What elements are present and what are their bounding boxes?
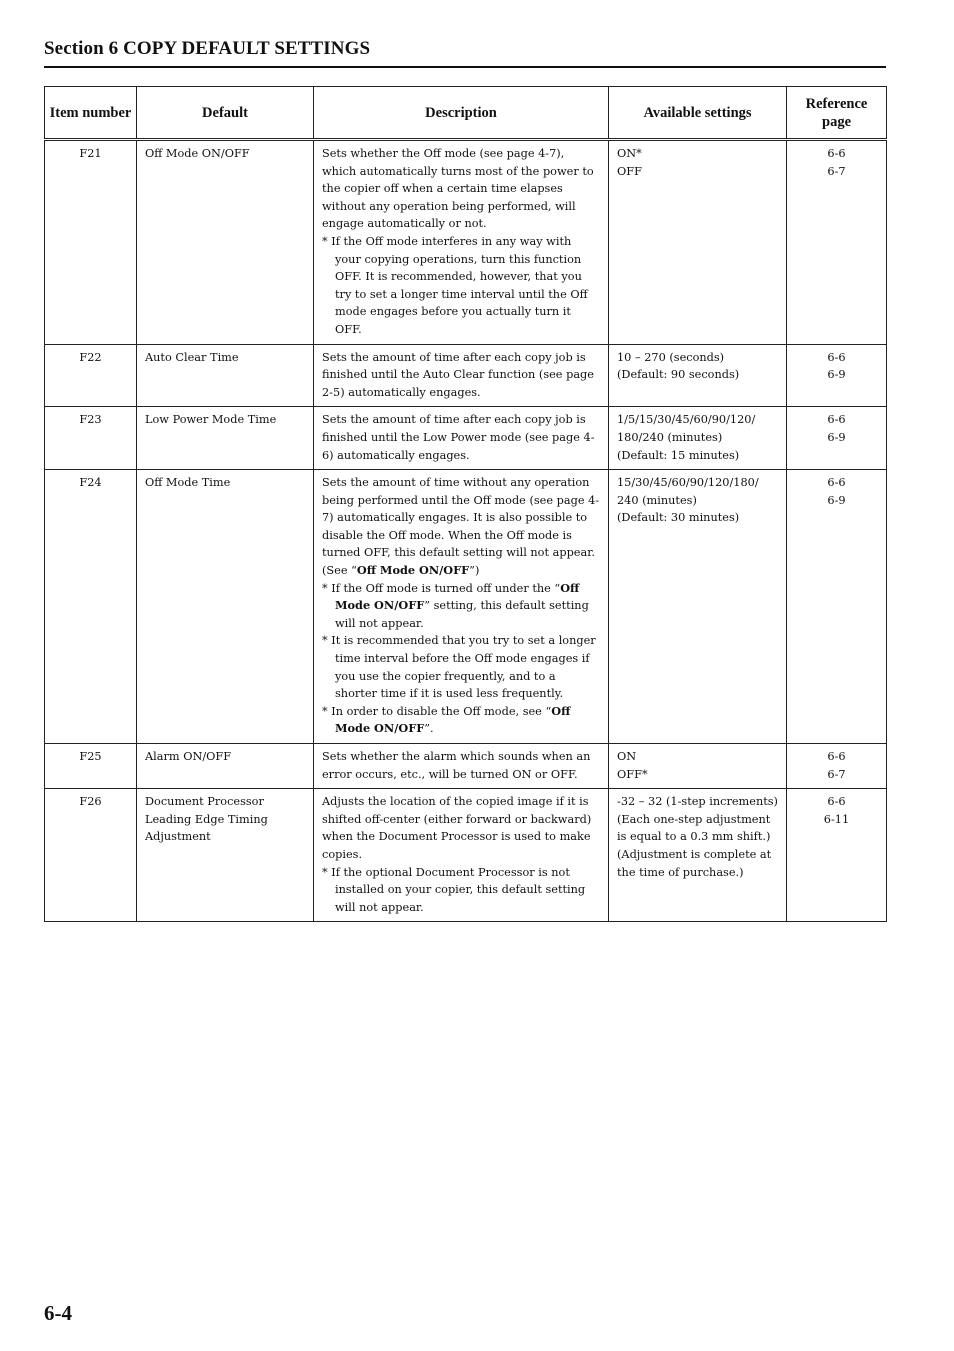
available-settings-cell <box>609 140 787 345</box>
description-bold-text: Off Mode ON/OFF <box>335 580 580 613</box>
description-text: Sets the amount of time after each copy job is finished until the Low Power mode (see page 4-6) automatically engages. <box>322 413 595 462</box>
description-text: Sets the amount of time after each copy job is finished until the Auto Clear function (see page 2-5) automatically engages. <box>322 350 594 399</box>
reference-page-cell <box>787 140 887 345</box>
table-row <box>45 744 887 789</box>
table-row <box>45 344 887 407</box>
setting-line: OFF <box>617 164 642 178</box>
description-paragraph <box>322 748 600 783</box>
reference-page-line: 6-9 <box>827 430 846 444</box>
description-cell <box>314 344 609 407</box>
setting-line: 15/30/45/60/90/120/180/ 240 (minutes) <box>617 476 759 507</box>
column-header-default: Default <box>137 87 314 140</box>
description-paragraph <box>322 145 600 233</box>
description-text: * It is recommended that you try to set a longer time interval before the Off mode engages if you use the copier frequently, and to a shorter time if it is used less frequently. <box>322 634 596 701</box>
available-settings-cell <box>609 744 787 789</box>
description-cell <box>314 470 609 744</box>
description-text: * If the Off mode interferes in any way with your copying operations, turn this function OFF. It is recommended, however, that you try to set a longer time interval until the Off mode engages before you actually turn it OFF. <box>322 234 588 336</box>
reference-page-line: 6-6 <box>827 413 846 427</box>
description-text: ”) <box>469 564 480 578</box>
page-number: 6-4 <box>44 1301 72 1325</box>
description-note <box>322 703 600 738</box>
description-text: Sets whether the Off mode (see page 4-7), which automatically turns most of the power to the copier off when a certain time elapses without any operation being performed, will engage automatically or not. <box>322 147 594 231</box>
copy-default-settings-table <box>44 86 887 922</box>
setting-line: 1/5/15/30/45/60/90/120/ 180/240 (minutes) <box>617 413 756 444</box>
description-paragraph <box>322 474 600 580</box>
default-name-cell: Document Processor Leading Edge Timing Adjustment <box>137 789 314 922</box>
description-text: * If the optional Document Processor is not installed on your copier, this default setting will not appear. <box>322 865 586 914</box>
description-cell <box>314 744 609 789</box>
description-text: ”. <box>424 722 434 736</box>
description-paragraph <box>322 793 600 863</box>
setting-line: (Each one-step adjustment is equal to a 0.3 mm shift.) <box>617 812 771 844</box>
description-paragraph <box>322 411 600 464</box>
table-body <box>45 140 887 922</box>
column-header-reference-page: Reference page <box>787 87 887 140</box>
setting-line: (Adjustment is complete at the time of purchase.) <box>617 847 772 879</box>
reference-page-cell <box>787 744 887 789</box>
table-header-row <box>45 87 887 140</box>
column-header-item-number: Item number <box>45 87 137 140</box>
reference-page-line: 6-9 <box>827 493 846 507</box>
reference-page-line: 6-6 <box>827 476 846 490</box>
setting-line: (Default: 15 minutes) <box>617 448 740 462</box>
description-text: * If the Off mode is turned off under the “ <box>322 581 561 595</box>
description-cell <box>314 140 609 345</box>
description-note <box>322 864 600 917</box>
available-settings-cell <box>609 344 787 407</box>
item-number-cell: F21 <box>45 140 137 345</box>
column-header-description: Description <box>314 87 609 140</box>
description-bold-text: Off Mode ON/OFF <box>356 563 470 578</box>
table-row <box>45 470 887 744</box>
header-divider <box>44 66 886 68</box>
default-name-cell: Alarm ON/OFF <box>137 744 314 789</box>
description-text: Sets whether the alarm which sounds when an error occurs, etc., will be turned ON or OFF. <box>322 750 591 781</box>
reference-page-cell <box>787 470 887 744</box>
default-name-cell: Low Power Mode Time <box>137 407 314 470</box>
description-text: Adjusts the location of the copied image if it is shifted off-center (either forward or backward) when the Document Processor is used to make copies. <box>322 795 592 861</box>
table-row <box>45 407 887 470</box>
table-row <box>45 789 887 922</box>
default-name-cell: Off Mode Time <box>137 470 314 744</box>
setting-line: (Default: 90 seconds) <box>617 368 740 382</box>
section-title: Section 6 COPY DEFAULT SETTINGS <box>44 38 371 59</box>
description-text: ” setting, this default setting will not appear. <box>335 599 589 630</box>
setting-line: 10 – 270 (seconds) <box>617 350 725 364</box>
item-number-cell: F22 <box>45 344 137 407</box>
available-settings-cell <box>609 407 787 470</box>
description-cell <box>314 407 609 470</box>
reference-page-cell <box>787 789 887 922</box>
setting-line: ON <box>617 750 637 763</box>
reference-page-cell <box>787 344 887 407</box>
reference-page-line: 6-6 <box>827 795 846 809</box>
reference-page-line: 6-11 <box>823 812 850 826</box>
description-text: * In order to disable the Off mode, see “ <box>322 704 552 718</box>
description-paragraph <box>322 349 600 402</box>
setting-line: OFF* <box>617 767 648 781</box>
setting-line: -32 – 32 (1-step increments) <box>617 795 778 809</box>
available-settings-cell <box>609 470 787 744</box>
reference-page-line: 6-6 <box>827 147 846 160</box>
reference-page-line: 6-9 <box>827 368 846 382</box>
reference-page-line: 6-7 <box>827 164 846 178</box>
default-name-cell: Auto Clear Time <box>137 344 314 407</box>
item-number-cell: F23 <box>45 407 137 470</box>
default-name-cell: Off Mode ON/OFF <box>137 140 314 345</box>
column-header-available-settings: Available settings <box>609 87 787 140</box>
item-number-cell: F24 <box>45 470 137 744</box>
setting-line: (Default: 30 minutes) <box>617 511 740 525</box>
reference-page-line: 6-7 <box>827 767 846 781</box>
description-note <box>322 233 600 339</box>
description-note <box>322 632 600 702</box>
description-note <box>322 580 600 633</box>
description-text: Sets the amount of time without any operation being performed until the Off mode (see page 4-7) automatically engages. It is also possible to disable the Off mode. When the Off mode is turned OFF, this default setting will not appear. (See “ <box>322 476 600 578</box>
description-cell <box>314 789 609 922</box>
item-number-cell: F26 <box>45 789 137 922</box>
available-settings-cell <box>609 789 787 922</box>
setting-line: ON* <box>617 147 642 160</box>
table-row <box>45 140 887 345</box>
reference-page-cell <box>787 407 887 470</box>
reference-page-line: 6-6 <box>827 750 846 763</box>
reference-page-line: 6-6 <box>827 350 846 364</box>
description-bold-text: Off Mode ON/OFF <box>335 703 571 736</box>
item-number-cell: F25 <box>45 744 137 789</box>
